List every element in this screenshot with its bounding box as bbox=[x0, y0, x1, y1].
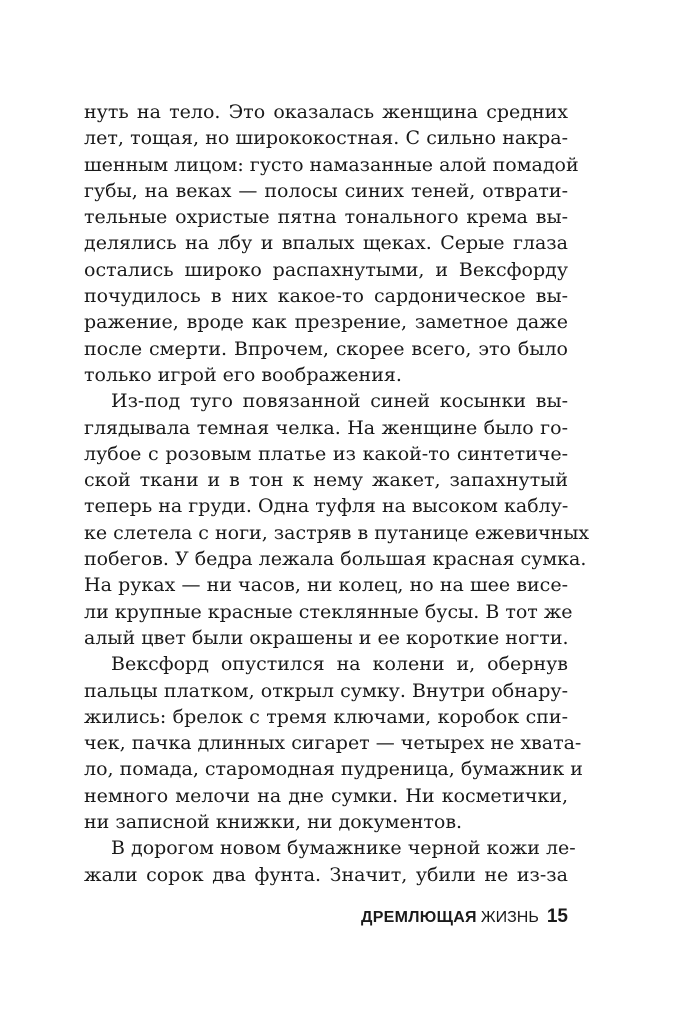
text-line: делялись на лбу и впалых щеках. Серые глаза bbox=[84, 232, 568, 255]
text-line: На руках — ни часов, ни колец, но на шее висе- bbox=[84, 574, 568, 597]
text-line: ражение, вроде как презрение, заметное даже bbox=[84, 311, 568, 334]
text-line: шенным лицом: густо намазанные алой помадой bbox=[84, 153, 579, 176]
text-line: пальцы платком, открыл сумку. Внутри обнару- bbox=[84, 679, 568, 702]
text-line: губы, на веках — полосы синих теней, отврати- bbox=[84, 179, 568, 202]
text-line: тельные охристые пятна тонального крема вы- bbox=[84, 206, 568, 229]
text-line: ской ткани и в тон к нему жакет, запахнутый bbox=[84, 469, 568, 492]
text-line: жали сорок два фунта. Значит, убили не из-за bbox=[84, 863, 568, 886]
text-line: только игрой его воображения. bbox=[84, 363, 402, 386]
body-text bbox=[84, 99, 590, 888]
running-title-bold: ДРЕМЛЮЩАЯ bbox=[361, 909, 477, 926]
text-line: лет, тощая, но ширококостная. С сильно накра- bbox=[84, 127, 568, 150]
text-line: Из-под туго повязанной синей косынки вы- bbox=[111, 390, 568, 413]
text-line: побегов. У бедра лежала большая красная сумка. bbox=[84, 548, 587, 571]
running-title-regular: ЖИЗНЬ bbox=[480, 909, 539, 926]
text-line: почудилось в них какое-то сардоническое вы- bbox=[84, 285, 568, 308]
text-line: ни записной книжки, ни документов. bbox=[84, 811, 463, 834]
text-line: В дорогом новом бумажнике черной кожи ле- bbox=[111, 837, 576, 860]
text-line: алый цвет были окрашены и ее короткие ногти. bbox=[84, 626, 569, 649]
page-footer bbox=[84, 906, 568, 928]
text-line: остались широко распахнутыми, и Вексфорду bbox=[84, 258, 568, 281]
text-line: нуть на тело. Это оказалась женщина средних bbox=[84, 101, 568, 123]
text-line: ло, помада, старомодная пудреница, бумажник и bbox=[84, 758, 583, 781]
text-line: ли крупные красные стеклянные бусы. В тот же bbox=[84, 600, 573, 623]
text-line: Вексфорд опустился на колени и, обернув bbox=[111, 653, 568, 676]
text-line: немного мелочи на дне сумки. Ни косметички, bbox=[84, 784, 568, 807]
text-line: чек, пачка длинных сигарет — четырех не хвата- bbox=[84, 732, 582, 755]
text-line: ке слетела с ноги, застряв в путанице ежевичных bbox=[84, 521, 590, 544]
text-line: жились: брелок с тремя ключами, коробок спи- bbox=[84, 705, 568, 728]
text-line: после смерти. Впрочем, скорее всего, это было bbox=[84, 337, 568, 360]
text-line: теперь на груди. Одна туфля на высоком каблу- bbox=[84, 495, 569, 518]
text-line: глядывала темная челка. На женщине было го- bbox=[84, 416, 568, 439]
text-line: лубое с розовым платье из какой-то синтетиче- bbox=[84, 442, 568, 465]
page-number: 15 bbox=[546, 906, 568, 927]
